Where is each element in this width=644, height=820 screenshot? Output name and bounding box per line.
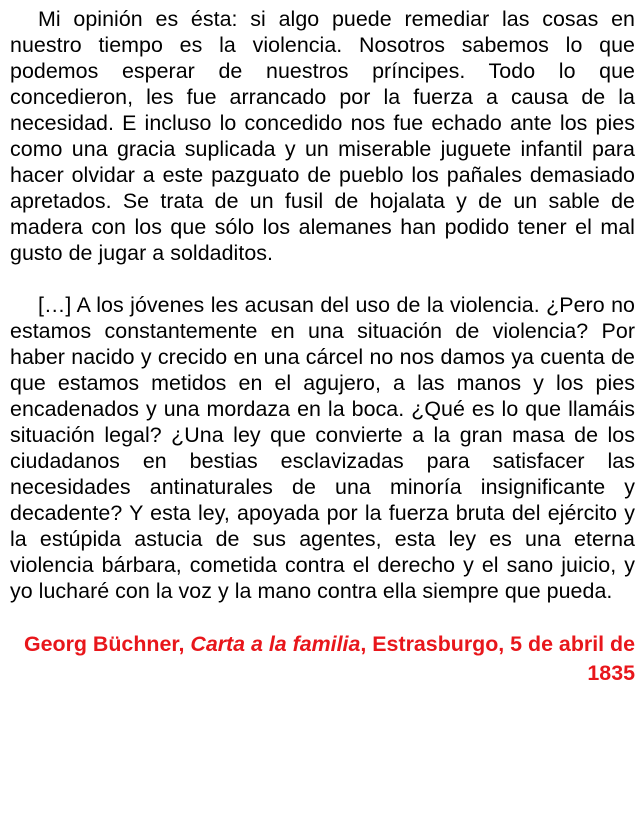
citation-place-date: , Estrasburgo, 5 de abril de 1835 [360, 632, 635, 685]
citation-author: Georg Büchner, [23, 632, 191, 656]
citation [10, 630, 635, 688]
paragraph-1: Mi opinión es ésta: si algo puede remediar las cosas en nuestro tiempo es la violencia. Nosotros sabemos lo que podemos esperar de nuestros príncipes. Todo lo que concedieron, les fue arrancado por la fuerza a causa de la necesidad. E incluso lo concedido nos fue echado ante los pies como una gracia suplicada y un miserable juguete infantil para hacer olvidar a este pazguato de pueblo los pañales demasiado apretados. Se trata de un fusil de hojalata y de un sable de madera con los que sólo los alemanes han podido tener el mal gusto de jugar a soldaditos. [10, 7, 635, 265]
paragraph-2: […] A los jóvenes les acusan del uso de la violencia. ¿Pero no estamos constantemente en una situación de violencia? Por haber nacido y crecido en una cárcel no nos damos ya cuenta de que estamos metidos en el agujero, a las manos y los pies encadenados y una mordaza en la boca. ¿Qué es lo que llamáis situación legal? ¿Una ley que convierte a la gran masa de los ciudadanos en bestias esclavizadas para satisfacer las necesidades antinaturales de una minoría insignificante y decadente? Y esta ley, apoyada por la fuerza bruta del ejército y la estúpida astucia de sus agentes, esta ley es una eterna violencia bárbara, cometida contra el derecho y el sano juicio, y yo lucharé con la voz y la mano contra ella siempre que pueda. [10, 293, 635, 603]
citation-work-title: Carta a la familia [190, 632, 361, 656]
